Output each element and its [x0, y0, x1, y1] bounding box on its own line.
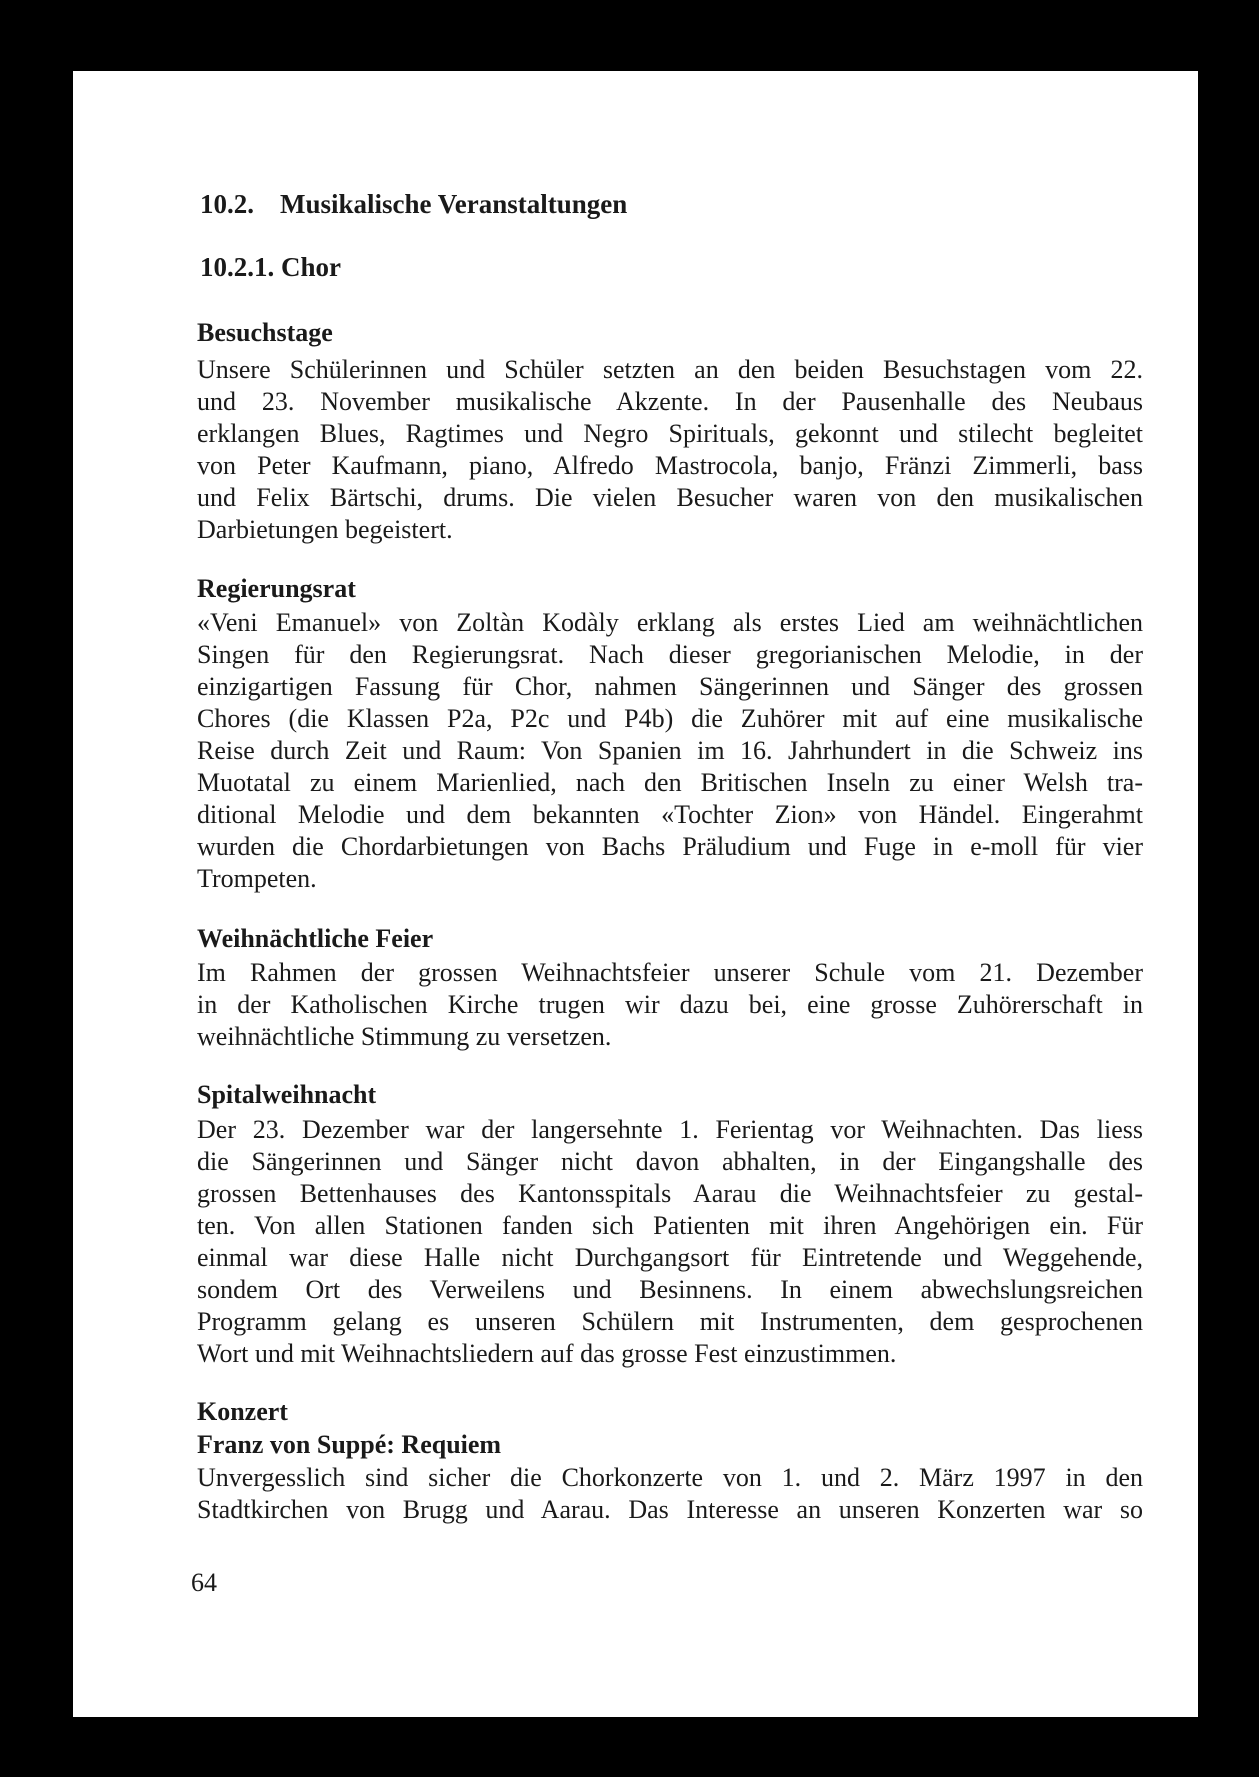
text-line: grossen Bettenhauses des Kantonsspitals Aarau die Weihnachtsfeier zu gestal-: [197, 1179, 1143, 1208]
section-subtitle-requiem: Franz von Suppé: Requiem: [197, 1430, 502, 1459]
text-line: wurden die Chordarbietungen von Bachs Präludium und Fuge in e-moll für vier: [197, 832, 1143, 861]
text-line: Chores (die Klassen P2a, P2c und P4b) die Zuhörer mit auf eine musikalische: [197, 704, 1143, 733]
text-line: weihnächtliche Stimmung zu versetzen.: [197, 1022, 612, 1051]
text-line: Trompeten.: [197, 864, 317, 893]
text-line: Singen für den Regierungsrat. Nach dieser gregorianischen Melodie, in der: [197, 640, 1143, 669]
text-line: von Peter Kaufmann, piano, Alfredo Mastrocola, banjo, Fränzi Zimmerli, bass: [197, 451, 1143, 480]
text-line: und 23. November musikalische Akzente. In der Pausenhalle des Neubaus: [197, 387, 1143, 416]
text-line: Reise durch Zeit und Raum: Von Spanien im 16. Jahrhundert in die Schweiz ins: [197, 736, 1143, 765]
text-line: ten. Von allen Stationen fanden sich Patienten mit ihren Angehörigen ein. Für: [197, 1211, 1143, 1240]
text-line: ditional Melodie und dem bekannten «Tochter Zion» von Händel. Eingerahmt: [197, 800, 1143, 829]
section-title-weihnachtliche-feier: Weihnächtliche Feier: [197, 924, 434, 953]
text-line: Stadtkirchen von Brugg und Aarau. Das Interesse an unseren Konzerten war so: [197, 1495, 1143, 1524]
text-line: einmal war diese Halle nicht Durchgangsort für Eintretende und Weggehende,: [197, 1243, 1143, 1272]
text-line: «Veni Emanuel» von Zoltàn Kodàly erklang als erstes Lied am weihnächtlichen: [197, 608, 1143, 637]
text-line: sondem Ort des Verweilens und Besinnens. In einem abwechslungsreichen: [197, 1275, 1143, 1304]
text-line: Unvergesslich sind sicher die Chorkonzerte von 1. und 2. März 1997 in den: [197, 1463, 1143, 1492]
text-line: Programm gelang es unseren Schülern mit Instrumenten, dem gesprochenen: [197, 1307, 1143, 1336]
text-line: Der 23. Dezember war der langersehnte 1. Ferientag vor Weihnachten. Das liess: [197, 1115, 1143, 1144]
text-line: die Sängerinnen und Sänger nicht davon abhalten, in der Eingangshalle des: [197, 1147, 1143, 1176]
section-number: 10.2.: [200, 189, 254, 219]
page-content: [73, 71, 1198, 1717]
section-title-besuchstage: Besuchstage: [197, 318, 333, 347]
text-line: Muotatal zu einem Marienlied, nach den Britischen Inseln zu einer Welsh tra-: [197, 768, 1143, 797]
text-line: einzigartigen Fassung für Chor, nahmen Sängerinnen und Sänger des grossen: [197, 672, 1143, 701]
section-title-regierungsrat: Regierungsrat: [197, 574, 356, 603]
text-line: Unsere Schülerinnen und Schüler setzten an den beiden Besuchstagen vom 22.: [197, 355, 1143, 384]
section-title-konzert: Konzert: [197, 1397, 288, 1426]
text-line: Darbietungen begeistert.: [197, 515, 453, 544]
section-title-spitalweihnacht: Spitalweihnacht: [197, 1080, 377, 1109]
page-number: 64: [191, 1568, 217, 1597]
section-title: Musikalische Veranstaltungen: [280, 189, 628, 219]
subsection-heading: 10.2.1. Chor: [200, 252, 341, 282]
text-line: erklangen Blues, Ragtimes und Negro Spirituals, gekonnt und stilecht begleitet: [197, 419, 1143, 448]
text-line: Wort und mit Weihnachtsliedern auf das grosse Fest einzustimmen.: [197, 1339, 897, 1368]
document-page: [73, 71, 1198, 1717]
text-line: in der Katholischen Kirche trugen wir dazu bei, eine grosse Zuhörerschaft in: [197, 990, 1143, 1019]
text-line: und Felix Bärtschi, drums. Die vielen Besucher waren von den musikalischen: [197, 483, 1143, 512]
text-line: Im Rahmen der grossen Weihnachtsfeier unserer Schule vom 21. Dezember: [197, 958, 1143, 987]
section-heading: [200, 189, 627, 220]
